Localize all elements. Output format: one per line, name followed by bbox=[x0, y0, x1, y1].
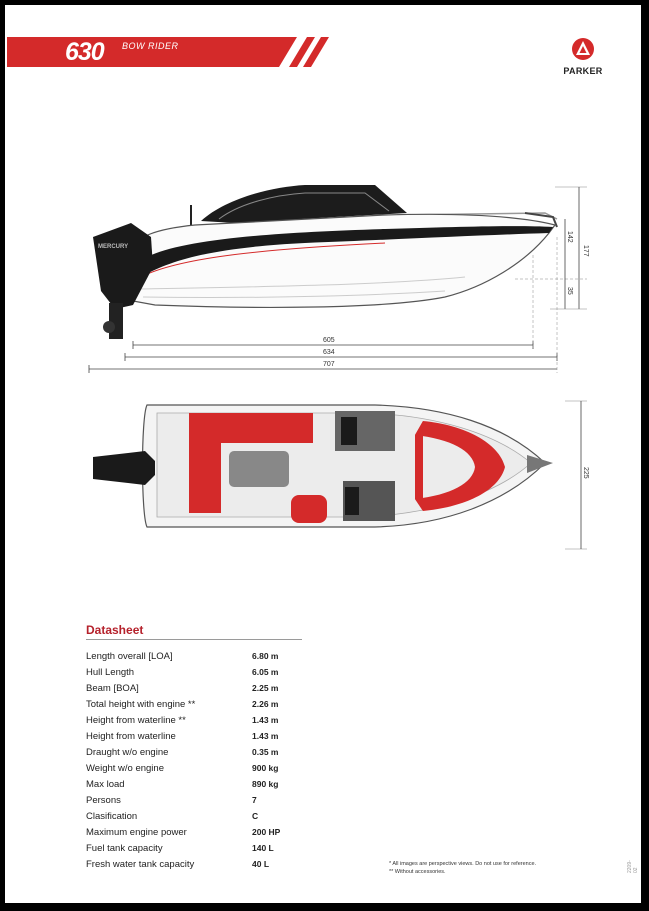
spec-row bbox=[86, 728, 306, 744]
spec-value: C bbox=[252, 811, 259, 821]
model-name: BOW RIDER bbox=[122, 41, 179, 51]
datasheet-divider bbox=[86, 639, 302, 640]
spec-label: Beam [BOA] bbox=[86, 682, 139, 694]
spec-value: 6.05 m bbox=[252, 667, 279, 677]
dim-draught: 35 bbox=[566, 287, 573, 295]
model-number: 630 bbox=[65, 38, 104, 66]
spec-value: 2.26 m bbox=[252, 699, 279, 709]
spec-sheet-page bbox=[5, 5, 641, 903]
cockpit-table bbox=[229, 451, 289, 487]
spec-label: Clasification bbox=[86, 810, 138, 822]
spec-label: Height from waterline ** bbox=[86, 714, 186, 726]
spec-label: Total height with engine ** bbox=[86, 698, 196, 710]
spec-row bbox=[86, 808, 306, 824]
document-code: 2209-02 bbox=[627, 860, 639, 873]
spec-label: Persons bbox=[86, 794, 121, 806]
spec-row bbox=[86, 664, 306, 680]
passenger-seat bbox=[291, 495, 327, 523]
spec-row bbox=[86, 744, 306, 760]
brand-logo-text: PARKER bbox=[563, 66, 603, 76]
datasheet-title: Datasheet bbox=[86, 623, 144, 637]
dim-length-pulpit: 634 bbox=[323, 349, 335, 356]
spec-value: 900 kg bbox=[252, 763, 279, 773]
spec-label: Length overall [LOA] bbox=[86, 650, 173, 662]
spec-row bbox=[86, 696, 306, 712]
outboard-engine-top bbox=[93, 451, 155, 485]
dim-hull-length: 605 bbox=[323, 337, 335, 344]
spec-value: 200 HP bbox=[252, 827, 281, 837]
spec-table bbox=[86, 648, 306, 872]
spec-label: Draught w/o engine bbox=[86, 746, 169, 758]
spec-value: 0.35 m bbox=[252, 747, 279, 757]
spec-value: 140 L bbox=[252, 843, 274, 853]
footnote-2: ** Without accessories. bbox=[389, 869, 446, 875]
spec-row bbox=[86, 824, 306, 840]
spec-label: Maximum engine power bbox=[86, 826, 187, 838]
spec-value: 1.43 m bbox=[252, 731, 279, 741]
dim-overall-length: 707 bbox=[323, 361, 335, 368]
spec-row bbox=[86, 712, 306, 728]
spec-row bbox=[86, 760, 306, 776]
spec-label: Hull Length bbox=[86, 666, 135, 678]
spec-row bbox=[86, 776, 306, 792]
spec-row bbox=[86, 856, 306, 872]
spec-value: 6.80 m bbox=[252, 651, 279, 661]
side-profile-view bbox=[89, 185, 589, 373]
spec-row bbox=[86, 840, 306, 856]
spec-value: 2.25 m bbox=[252, 683, 279, 693]
dim-beam: 225 bbox=[582, 467, 589, 479]
spec-label: Fuel tank capacity bbox=[86, 842, 163, 854]
spec-label: Height from waterline bbox=[86, 730, 176, 742]
spec-value: 1.43 m bbox=[252, 715, 279, 725]
dim-total-height: 177 bbox=[582, 245, 589, 257]
spec-value: 890 kg bbox=[252, 779, 279, 789]
spec-row bbox=[86, 680, 306, 696]
spec-value: 40 L bbox=[252, 859, 270, 869]
spec-label: Fresh water tank capacity bbox=[86, 858, 195, 870]
dim-height-waterline: 142 bbox=[566, 231, 573, 243]
spec-row bbox=[86, 792, 306, 808]
spec-row bbox=[86, 648, 306, 664]
boat-drawings bbox=[5, 5, 641, 605]
spec-label: Weight w/o engine bbox=[86, 762, 164, 774]
spec-value: 7 bbox=[252, 795, 257, 805]
engine-brand-label: MERCURY bbox=[98, 244, 129, 250]
footnote-1: * All images are perspective views. Do not use for reference. bbox=[389, 861, 537, 867]
plan-view bbox=[93, 401, 589, 549]
spec-label: Max load bbox=[86, 778, 125, 790]
